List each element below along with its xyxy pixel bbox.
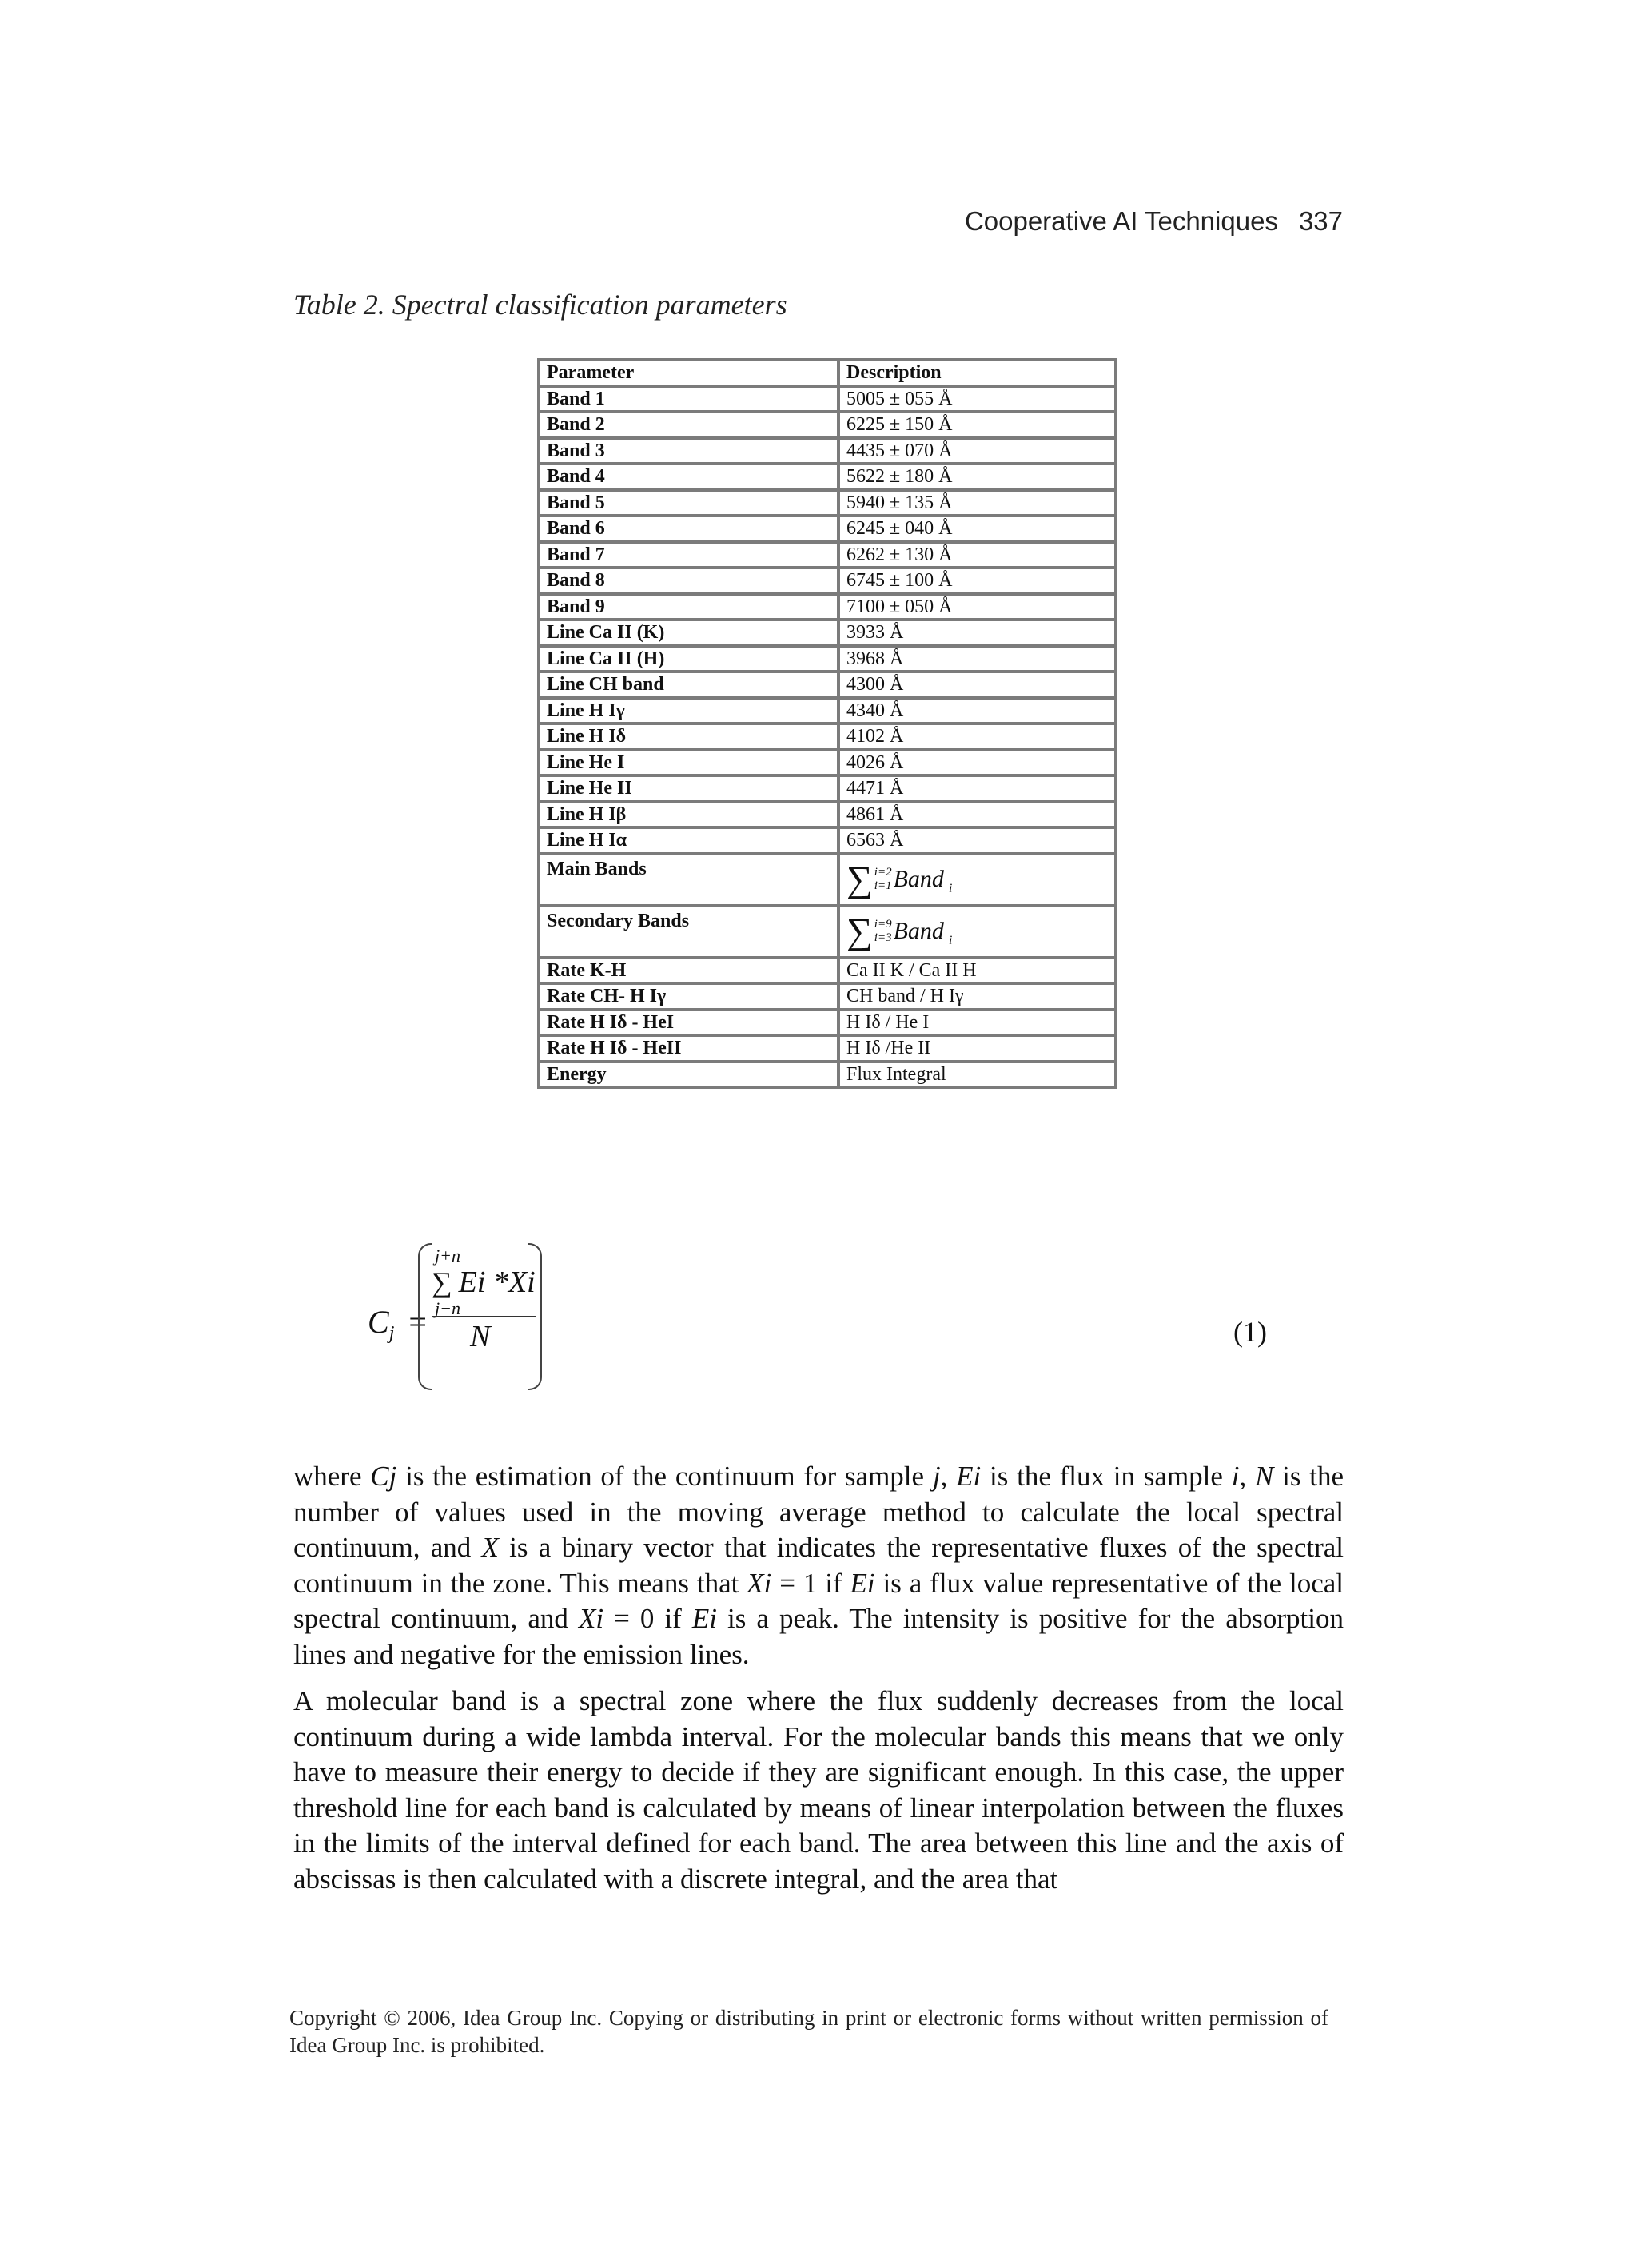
text-run: is a peak. The intensity is positive for the absorption lines and negative for the emission lines. (293, 1603, 1344, 1670)
table-row (539, 958, 1116, 984)
math-variable: j (932, 1461, 941, 1492)
row-description: 4471 Å (838, 775, 1116, 802)
row-parameter: Band 3 (539, 438, 838, 464)
math-variable: i (1231, 1461, 1240, 1492)
table-row (539, 516, 1116, 542)
table-row (539, 568, 1116, 594)
table-row (539, 542, 1116, 568)
row-description: 4026 Å (838, 750, 1116, 776)
row-parameter: Band 5 (539, 490, 838, 516)
table-row (539, 646, 1116, 672)
sum-term: Band (893, 918, 944, 944)
secondary-bands-row (539, 906, 1116, 958)
row-description: 5005 ± 055 Å (838, 386, 1116, 413)
sum-upper: i=9 (874, 918, 892, 931)
copyright-footer: Copyright © 2006, Idea Group Inc. Copying or distributing in print or electronic forms without written permission of Idea Group Inc. is prohibited. (289, 2006, 1328, 2057)
table-row (539, 802, 1116, 828)
row-description: H Iδ / He I (838, 1010, 1116, 1036)
main-bands-row (539, 854, 1116, 906)
row-parameter: Main Bands (539, 854, 838, 906)
math-variable: Cj (370, 1461, 397, 1492)
sum-lower: i=3 (874, 931, 892, 944)
sum-symbol: ∑ (432, 1266, 452, 1298)
main-bands-sum (838, 854, 1116, 906)
row-description: 5622 ± 180 Å (838, 464, 1116, 490)
equation-lhs-sub: j (388, 1323, 395, 1344)
row-parameter: Line H Iα (539, 827, 838, 854)
sum-lower: i=1 (874, 879, 892, 892)
sum-upper-limit: j+n (435, 1246, 460, 1266)
row-description: CH band / H Iγ (838, 983, 1116, 1010)
math-variable: N (1254, 1461, 1274, 1492)
text-run: is a binary vector that indicates the representative fluxes of the spectral continuum in the zone. This means that (293, 1532, 1344, 1599)
row-description: 4435 ± 070 Å (838, 438, 1116, 464)
text-run: is the number of values used in the moving average method to calculate the local spectral continuum, and (293, 1461, 1344, 1563)
table-caption: Table 2. Spectral classification parameters (293, 289, 787, 321)
running-head-title: Cooperative AI Techniques (964, 206, 1278, 236)
fraction-line (432, 1316, 536, 1317)
numerator-term: Ei *Xi (458, 1266, 536, 1299)
math-variable: Ei (691, 1603, 717, 1634)
row-description: 6262 ± 130 Å (838, 542, 1116, 568)
text-run: where (293, 1461, 371, 1492)
text-run: = 1 if (771, 1567, 850, 1599)
table-row (539, 723, 1116, 750)
row-description: Flux Integral (838, 1062, 1116, 1088)
sum-upper: i=2 (874, 866, 892, 879)
row-description: 4340 Å (838, 698, 1116, 724)
row-parameter: Band 9 (539, 594, 838, 620)
row-parameter: Band 4 (539, 464, 838, 490)
row-parameter: Band 1 (539, 386, 838, 413)
equation-lhs-var: C (368, 1304, 389, 1340)
row-parameter: Secondary Bands (539, 906, 838, 958)
table-row (539, 672, 1116, 698)
row-parameter: Band 7 (539, 542, 838, 568)
text-run: is the estimation of the continuum for sample (396, 1461, 933, 1492)
table-row (539, 620, 1116, 646)
sigma-symbol: ∑ (846, 859, 873, 899)
equation-denominator: N (470, 1320, 491, 1353)
header-description: Description (838, 360, 1116, 386)
text-run: , (940, 1461, 957, 1492)
table-row (539, 594, 1116, 620)
row-description: 6563 Å (838, 827, 1116, 854)
table-row (539, 983, 1116, 1010)
sum-term-sub: i (948, 882, 953, 895)
row-parameter: Line Ca II (H) (539, 646, 838, 672)
table-row (539, 1062, 1116, 1088)
row-parameter: Energy (539, 1062, 838, 1088)
equation-number: (1) (1233, 1316, 1267, 1348)
table-row (539, 1035, 1116, 1062)
math-variable: Ei (850, 1567, 875, 1599)
row-description: 6245 ± 040 Å (838, 516, 1116, 542)
table-row (539, 438, 1116, 464)
math-variable: Ei (956, 1461, 982, 1492)
row-parameter: Rate H Iδ - HeI (539, 1010, 838, 1036)
row-description: H Iδ /He II (838, 1035, 1116, 1062)
row-parameter: Line H Iδ (539, 723, 838, 750)
page-number: 337 (1298, 206, 1343, 236)
sum-lower-limit: j−n (435, 1298, 460, 1318)
row-description: 6225 ± 150 Å (838, 412, 1116, 438)
row-parameter: Line He II (539, 775, 838, 802)
running-head (879, 206, 1343, 237)
spectral-parameters-table (537, 358, 1117, 1089)
header-parameter: Parameter (539, 360, 838, 386)
row-description: 5940 ± 135 Å (838, 490, 1116, 516)
sigma-symbol: ∑ (846, 911, 873, 951)
equation-equals: = (408, 1304, 427, 1340)
text-run: is a flux value representative of the local spectral continuum, and (293, 1567, 1344, 1634)
table-row (539, 490, 1116, 516)
row-parameter: Line Ca II (K) (539, 620, 838, 646)
row-description: 3968 Å (838, 646, 1116, 672)
table-header-row (539, 360, 1116, 386)
left-paren (418, 1243, 432, 1390)
secondary-bands-sum (838, 906, 1116, 958)
row-description: 4861 Å (838, 802, 1116, 828)
table-row (539, 1010, 1116, 1036)
row-parameter: Band 6 (539, 516, 838, 542)
text-run: , (1239, 1461, 1255, 1492)
math-variable: X (481, 1532, 499, 1563)
sum-term-sub: i (948, 934, 953, 947)
table-row (539, 750, 1116, 776)
table-row (539, 386, 1116, 413)
text-run: is the flux in sample (981, 1461, 1232, 1492)
paragraph-molecular-band: A molecular band is a spectral zone where the flux suddenly decreases from the local continuum during a wide lambda interval. For the molecular bands this means that we only have to measure their energy to decide if they are significant enough. In this case, the upper threshold line for each band is calculated by means of linear interpolation between the fluxes in the limits of the interval defined for each band. The area between this line and the axis of abscissas is then calculated with a discrete integral, and the area that (293, 1685, 1344, 1895)
table-row (539, 827, 1116, 854)
row-parameter: Line H Iγ (539, 698, 838, 724)
table-row (539, 775, 1116, 802)
table-row (539, 698, 1116, 724)
row-description: 3933 Å (838, 620, 1116, 646)
row-description: 4300 Å (838, 672, 1116, 698)
row-parameter: Rate H Iδ - HeII (539, 1035, 838, 1062)
row-parameter: Line He I (539, 750, 838, 776)
sum-term: Band (893, 866, 944, 892)
row-parameter: Line H Iβ (539, 802, 838, 828)
table-row (539, 412, 1116, 438)
row-parameter: Band 2 (539, 412, 838, 438)
math-variable: Xi (747, 1567, 772, 1599)
row-description: Ca II K / Ca II H (838, 958, 1116, 984)
text-run: = 0 if (603, 1603, 692, 1634)
table-row (539, 464, 1116, 490)
row-description: 7100 ± 050 Å (838, 594, 1116, 620)
equation-numerator (432, 1247, 536, 1317)
row-parameter: Rate K-H (539, 958, 838, 984)
row-description: 6745 ± 100 Å (838, 568, 1116, 594)
row-description: 4102 Å (838, 723, 1116, 750)
row-parameter: Band 8 (539, 568, 838, 594)
row-parameter: Line CH band (539, 672, 838, 698)
row-parameter: Rate CH- H Iγ (539, 983, 838, 1010)
math-variable: Xi (578, 1603, 604, 1634)
paragraph-continuum (293, 1459, 1344, 1672)
